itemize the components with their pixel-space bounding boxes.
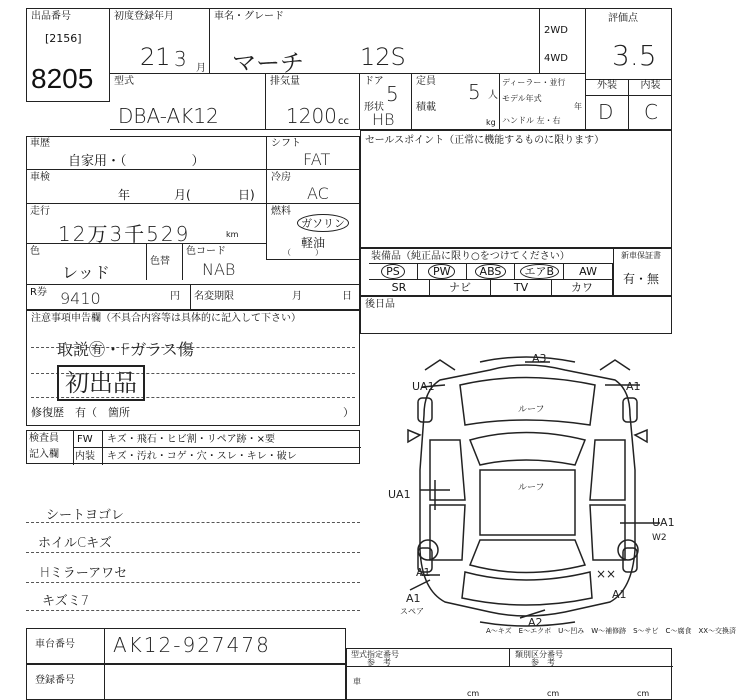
label-a1-front-right: A1 [626, 380, 641, 393]
ac-label: 冷房 [271, 172, 291, 183]
load-label: 積載 [416, 102, 436, 113]
legend: A～キズ E～エクボ U～凹み W～補修跡 S～サビ C～腐食 XX～交換済 [486, 627, 736, 635]
shift-label: シフト [271, 138, 301, 149]
equipment-row1-items [369, 264, 613, 280]
yen-unit: 円 [170, 291, 180, 302]
year-unit: 年 [574, 102, 582, 111]
label-a1-rear: A1 [406, 592, 421, 605]
model-year-label: モデル年式 [502, 94, 542, 103]
inspector-box [26, 430, 360, 464]
history-value: 自家用・（ ） [68, 154, 205, 169]
fuel-label: 燃料 [271, 206, 291, 217]
inspector-label1: 検査員 [29, 433, 59, 444]
displacement-box [266, 74, 360, 130]
inspector-label2: 記入欄 [29, 449, 59, 460]
capacity-unit: 人 [488, 90, 498, 101]
car-name-box [210, 8, 540, 77]
inspection-row [26, 170, 266, 204]
panel-label-roof: ルーフ [518, 483, 545, 493]
vehicle-label: 車 [353, 677, 361, 686]
model-box [110, 74, 266, 130]
notes-box [26, 310, 360, 426]
shift-row [266, 136, 360, 170]
handwritten-notes [26, 490, 360, 620]
ac-row [266, 170, 360, 204]
inspection-label: 車検 [30, 172, 50, 183]
equipment-item: ナビ [430, 280, 491, 296]
history-label: 車歴 [30, 138, 50, 149]
equipment-item: カワ [552, 280, 613, 296]
lot-sub: [2156] [45, 32, 82, 45]
shape-label: 形状 [364, 102, 384, 113]
int-items: キズ・汚れ・コゲ・穴・スレ・キレ・破レ [107, 451, 297, 462]
chassis-label: 車台番号 [35, 639, 75, 650]
door-value: 5 [386, 82, 399, 106]
notes-line1: 取説㊒・Fガラス傷 [57, 340, 194, 359]
inspection-year: 年 [118, 188, 131, 202]
cc-unit: cc [338, 116, 349, 127]
spec-box [346, 648, 672, 700]
ref-right: 参 考 [531, 658, 555, 667]
capacity-label: 定員 [416, 76, 436, 87]
door-box [360, 74, 412, 130]
warranty-value: 有・無 [623, 272, 660, 286]
label-a3: A3 [532, 352, 547, 365]
dealer-box [500, 74, 586, 130]
equipment-item: AW [564, 264, 613, 280]
panel-label-hood: ルーフ [518, 405, 545, 415]
car-damage-diagram [360, 340, 690, 630]
drive-4wd: 4WD [544, 53, 568, 64]
class-label: 類別区分番号 [515, 650, 563, 659]
ext-int-box [586, 80, 672, 130]
ac-value: AC [307, 184, 329, 203]
mileage-value: 12万3千529 [58, 222, 191, 246]
cm-3: cm [637, 689, 650, 698]
note-3: Hミラーアワセ [40, 566, 128, 581]
mileage-row [26, 204, 266, 244]
label-ua1-right: UA1 [652, 516, 675, 529]
chassis-value: AK12-927478 [113, 633, 271, 657]
color-code-value: NAB [202, 260, 236, 279]
fw-items: キズ・飛石・ヒビ割・リペア跡・×要 [107, 434, 275, 445]
label-a1-rear-right: A1 [612, 588, 627, 601]
displacement-value: 1200 [286, 104, 337, 128]
color-value: レッド [62, 263, 110, 282]
equipment-item: PW [418, 264, 467, 280]
label-w2: W2 [652, 533, 667, 543]
color-label: 色 [30, 246, 40, 257]
drive-2wd: 2WD [544, 25, 568, 36]
month-unit: 月 [196, 63, 206, 74]
drive-box [540, 8, 586, 74]
label-a2: A2 [528, 616, 543, 629]
exterior-label: 外装 [586, 80, 629, 96]
shift-value: FAT [303, 150, 331, 169]
label-spare: スペア [400, 607, 424, 616]
repair-label: 修復歴 有（ 箇所 [31, 406, 130, 419]
equipment-label: 装備品（純正品に限り○をつけてください） [371, 251, 570, 262]
sales-point-label: セールスポイント（正常に機能するものに限ります） [365, 135, 605, 146]
notes-line2: 初出品 [57, 365, 145, 401]
marks-xx: ×× [596, 567, 617, 581]
reg-label: 登録番号 [35, 675, 75, 686]
lot-number: 8205 [31, 63, 94, 94]
model-num-label: 型式指定番号 [351, 650, 399, 659]
recycle-value: 9410 [60, 289, 101, 308]
equipment-item: SR [369, 280, 430, 296]
fw-label: FW [77, 434, 93, 445]
lot-label: 出品番号 [31, 11, 71, 22]
color-row [26, 244, 266, 280]
recycle-label: R券 [30, 287, 47, 298]
shape-value: HB [372, 110, 395, 129]
label-ua1-left: UA1 [388, 488, 411, 501]
door-label: ドア [364, 76, 384, 87]
car-name-label: 車名・グレード [214, 11, 284, 22]
cm-1: cm [467, 689, 480, 698]
repair-end: ） [343, 406, 354, 419]
handle-label: ハンドル 左・右 [502, 116, 561, 125]
model-value: DBA-AK12 [118, 104, 219, 128]
displacement-label: 排気量 [270, 76, 300, 87]
label-a1-rear-left: A1 [416, 566, 431, 579]
deadline-label: 名変期限 [194, 291, 234, 302]
cm-2: cm [547, 689, 560, 698]
score-label: 評価点 [608, 13, 638, 24]
first-reg-box [110, 8, 210, 74]
int-label: 内装 [75, 451, 95, 462]
ref-left: 参 考 [367, 658, 391, 667]
score-box [586, 8, 672, 80]
inspection-day: 日) [238, 188, 255, 202]
warranty-label: 新車保証書 [621, 251, 661, 260]
note-4: キズミ7 [42, 594, 90, 609]
car-name: マーチ [232, 49, 304, 77]
fuel-gas: ガソリン [297, 214, 349, 232]
reg-box [26, 664, 346, 700]
equipment-item: エアB [515, 264, 564, 280]
recycle-row [26, 284, 360, 310]
fuel-diesel: 軽油 [301, 236, 326, 250]
interior-value: C [644, 100, 658, 124]
notes-label: 注意事項申告欄（不具合内容等は具体的に記入して下さい） [31, 313, 301, 324]
fuel-paren: （ ） [283, 248, 323, 257]
sales-point-box [360, 130, 672, 248]
label-ua1-front-left: UA1 [412, 380, 435, 393]
equipment-row2-items [369, 280, 613, 296]
model-label: 型式 [114, 76, 134, 87]
equipment-item: ABS [467, 264, 516, 280]
deadline-day: 日 [342, 291, 352, 302]
interior-label: 内装 [629, 80, 672, 96]
score-value: 3.5 [612, 39, 657, 72]
equipment-box [360, 248, 672, 296]
kg-unit: kg [486, 118, 496, 127]
lot-box [26, 8, 110, 102]
rear-items-label: 後日品 [365, 299, 395, 310]
repaint-label: 色替 [150, 256, 170, 267]
mileage-unit: km [226, 230, 239, 239]
equipment-item: PS [369, 264, 418, 280]
note-2: ホイルCキズ [38, 536, 112, 551]
first-reg-label: 初度登録年月 [114, 11, 174, 22]
rear-items-box [360, 296, 672, 334]
deadline-month: 月 [292, 291, 302, 302]
dealer-label: ディーラー・並行 [502, 78, 566, 87]
color-code-label: 色コード [186, 246, 226, 257]
inspection-month: 月( [174, 188, 191, 202]
exterior-value: D [598, 100, 614, 124]
grade: 12S [360, 43, 406, 71]
history-row [26, 136, 266, 170]
capacity-box [412, 74, 500, 130]
mileage-label: 走行 [30, 206, 50, 217]
first-reg-month: 3 [174, 47, 187, 71]
first-reg-year: 21 [140, 43, 171, 71]
chassis-box [26, 628, 346, 664]
equipment-item: TV [491, 280, 552, 296]
fuel-row [266, 204, 360, 260]
capacity-value: 5 [468, 80, 481, 104]
note-1: シートヨゴレ [46, 508, 125, 523]
